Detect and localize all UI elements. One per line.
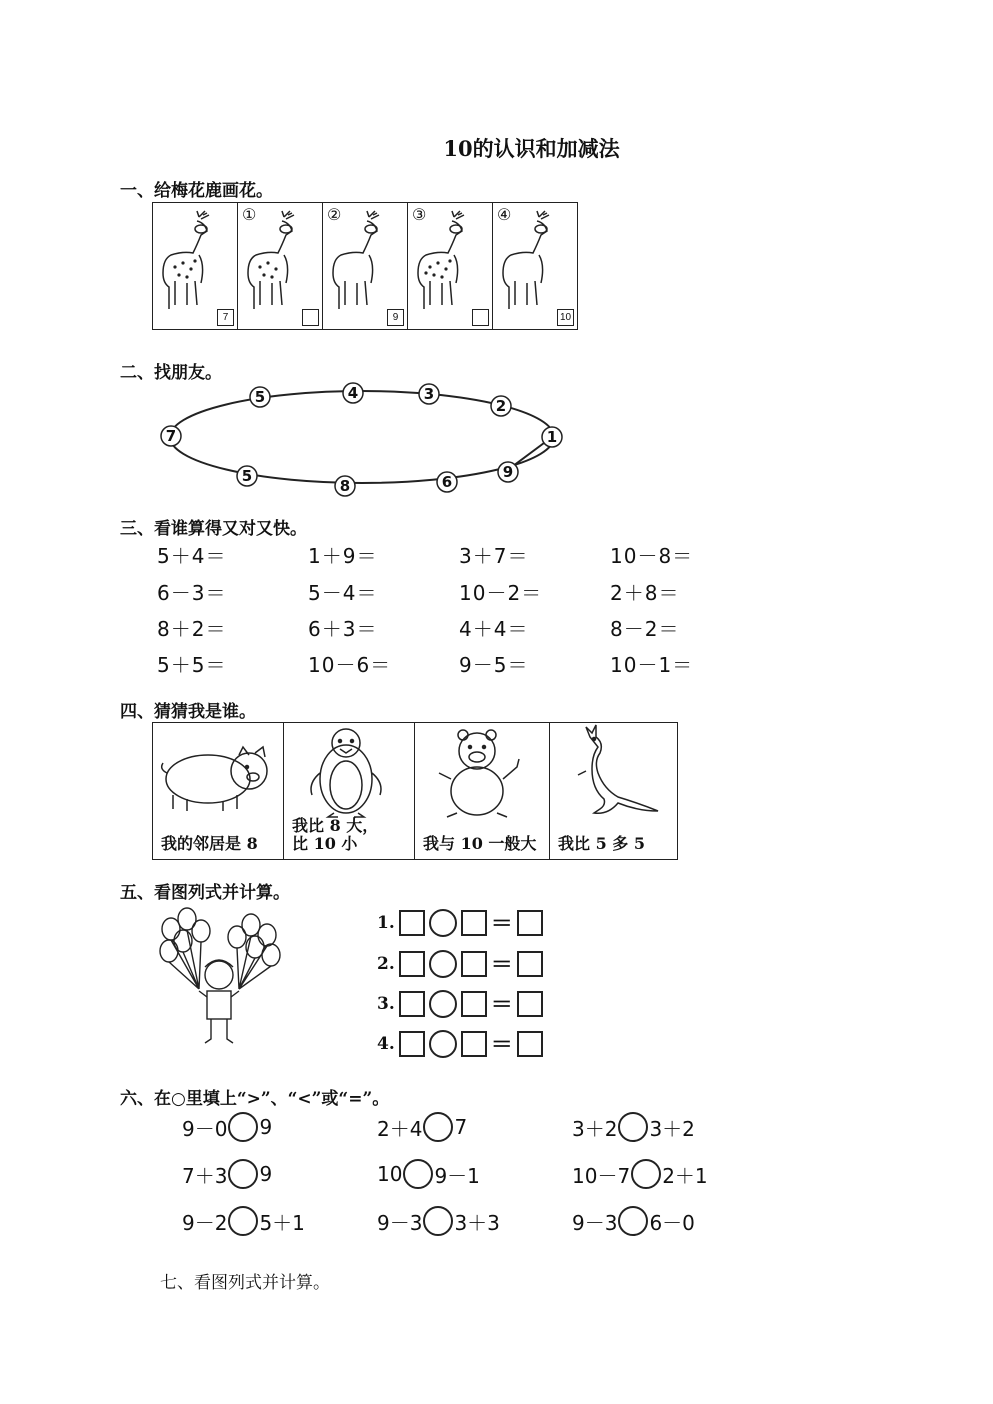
compare-circle[interactable] [618, 1206, 648, 1236]
compare-item [182, 1112, 272, 1142]
spotted-deer-icon [242, 209, 312, 324]
deer-strip [152, 202, 578, 330]
ring-number [335, 476, 355, 496]
penguin-icon [284, 723, 414, 823]
calc-item: 10－6＝ [308, 653, 392, 677]
fill-row [377, 948, 543, 979]
deer-cell [153, 203, 238, 329]
child-with-balloons-illustration [155, 905, 285, 1055]
animal-cell [415, 723, 550, 859]
answer-box[interactable] [461, 951, 487, 977]
svg-text:3: 3 [423, 385, 435, 403]
compare-item [377, 1112, 467, 1142]
operator-circle[interactable] [429, 909, 457, 937]
calc-item: 1＋9＝ [308, 544, 378, 568]
ring-number [419, 384, 439, 404]
svg-text:9: 9 [502, 463, 514, 481]
animal-caption: 我比 5 多 5 [558, 834, 645, 853]
deer-icon [497, 209, 567, 324]
compare-right: 7 [454, 1115, 468, 1139]
animal-strip [152, 722, 678, 860]
deer-marker: ④ [497, 205, 512, 224]
calc-item: 5＋5＝ [157, 653, 227, 677]
answer-box[interactable] [517, 991, 543, 1017]
spotted-deer-icon [157, 209, 227, 324]
svg-text:5: 5 [254, 388, 266, 406]
compare-circle[interactable] [403, 1159, 433, 1189]
compare-circle[interactable] [423, 1206, 453, 1236]
calc-item: 3＋7＝ [459, 544, 529, 568]
compare-left: 9－3 [377, 1210, 423, 1235]
animal-cell [284, 723, 415, 859]
compare-left: 9－2 [182, 1210, 228, 1235]
equals-sign: ＝ [490, 992, 513, 1018]
animal-caption: 我比 8 大， 比 10 小 [292, 816, 379, 853]
deer-cell [238, 203, 323, 329]
calc-item: 8－2＝ [610, 617, 680, 641]
svg-text:8: 8 [339, 477, 351, 495]
calc-item: 5－4＝ [308, 581, 378, 605]
section-1-heading: 一、给梅花鹿画花。 [120, 181, 273, 201]
compare-right: 3＋2 [649, 1116, 695, 1141]
equals-sign: ＝ [490, 911, 513, 937]
deer-cell [323, 203, 408, 329]
fill-row [377, 988, 543, 1019]
compare-right: 9－1 [434, 1163, 480, 1188]
animal-cell [550, 723, 677, 859]
compare-left: 10－7 [572, 1163, 631, 1188]
animal-cell [153, 723, 284, 859]
friends-ring [150, 380, 570, 500]
answer-box[interactable] [399, 910, 425, 936]
compare-item [572, 1159, 708, 1189]
answer-box[interactable] [399, 991, 425, 1017]
svg-text:1: 1 [546, 428, 558, 446]
ring-number [161, 426, 181, 446]
compare-right: 9 [259, 1115, 273, 1139]
calc-item: 4＋4＝ [459, 617, 529, 641]
kangaroo-icon [550, 723, 678, 823]
compare-circle[interactable] [423, 1112, 453, 1142]
compare-circle[interactable] [228, 1159, 258, 1189]
fill-row-number: 4. [377, 1033, 395, 1054]
section-5-heading: 五、看图列式并计算。 [120, 883, 290, 903]
answer-box[interactable] [517, 951, 543, 977]
compare-left: 3＋2 [572, 1116, 618, 1141]
calc-item: 10－1＝ [610, 653, 694, 677]
section-4-heading: 四、猜猜我是谁。 [120, 702, 256, 722]
spotted-deer-icon [412, 209, 482, 324]
fill-row [377, 1028, 543, 1059]
calc-item: 10－8＝ [610, 544, 694, 568]
deer-cell [493, 203, 577, 329]
deer-icon [327, 209, 397, 324]
compare-right: 9 [259, 1162, 273, 1186]
deer-cell [408, 203, 493, 329]
compare-circle[interactable] [228, 1206, 258, 1236]
equals-sign: ＝ [490, 1032, 513, 1058]
answer-box[interactable] [399, 951, 425, 977]
compare-circle[interactable] [228, 1112, 258, 1142]
answer-box[interactable] [517, 910, 543, 936]
ring-number [542, 427, 562, 447]
answer-box[interactable] [461, 910, 487, 936]
compare-left: 7＋3 [182, 1163, 228, 1188]
compare-item [572, 1206, 695, 1236]
deer-count-box[interactable]: 7 [217, 309, 234, 326]
ring-number [491, 396, 511, 416]
compare-right: 6－0 [649, 1210, 695, 1235]
fill-row-number: 1. [377, 912, 395, 933]
ring-number [437, 472, 457, 492]
bear-icon [415, 723, 549, 823]
calc-item: 10－2＝ [459, 581, 543, 605]
section-6-heading: 六、在○里填上“>”、“<”或“=”。 [120, 1089, 390, 1109]
calc-item: 8＋2＝ [157, 617, 227, 641]
operator-circle[interactable] [429, 950, 457, 978]
compare-item [377, 1206, 500, 1236]
deer-marker: ① [242, 205, 257, 224]
compare-left: 9－0 [182, 1116, 228, 1141]
compare-item [182, 1159, 272, 1189]
animal-caption: 我与 10 一般大 [423, 834, 537, 853]
deer-count-box[interactable]: 10 [557, 309, 574, 326]
section-7-heading: 七、看图列式并计算。 [160, 1273, 330, 1293]
fill-row [377, 907, 543, 938]
fill-row-number: 2. [377, 953, 395, 974]
deer-count-box[interactable]: 9 [387, 309, 404, 326]
calc-item: 2＋8＝ [610, 581, 680, 605]
operator-circle[interactable] [429, 1030, 457, 1058]
compare-right: 3＋3 [454, 1210, 500, 1235]
fill-row-number: 3. [377, 993, 395, 1014]
svg-text:6: 6 [441, 473, 453, 491]
pig-icon [153, 723, 283, 823]
deer-marker: ③ [412, 205, 427, 224]
deer-marker: ② [327, 205, 342, 224]
answer-box[interactable] [517, 1031, 543, 1057]
ring-number [237, 466, 257, 486]
compare-circle[interactable] [618, 1112, 648, 1142]
calc-item: 6＋3＝ [308, 617, 378, 641]
deer-count-box[interactable] [472, 309, 489, 326]
ring-number [250, 387, 270, 407]
section-3-heading: 三、看谁算得又对又快。 [120, 519, 307, 539]
equals-sign: ＝ [490, 952, 513, 978]
calc-item: 5＋4＝ [157, 544, 227, 568]
ring-number [498, 462, 518, 482]
svg-text:2: 2 [495, 397, 507, 415]
svg-text:5: 5 [241, 467, 253, 485]
answer-box[interactable] [399, 1031, 425, 1057]
answer-box[interactable] [461, 991, 487, 1017]
calc-item: 6－3＝ [157, 581, 227, 605]
answer-box[interactable] [461, 1031, 487, 1057]
calc-item: 9－5＝ [459, 653, 529, 677]
operator-circle[interactable] [429, 990, 457, 1018]
svg-text:4: 4 [347, 384, 359, 402]
compare-right: 2＋1 [662, 1163, 708, 1188]
compare-right: 5＋1 [259, 1210, 305, 1235]
compare-left: 2＋4 [377, 1116, 423, 1141]
deer-count-box[interactable] [302, 309, 319, 326]
compare-item [182, 1206, 305, 1236]
svg-text:7: 7 [165, 427, 177, 445]
compare-item [572, 1112, 695, 1142]
compare-circle[interactable] [631, 1159, 661, 1189]
compare-left: 9－3 [572, 1210, 618, 1235]
page-title: 10的认识和加减法 [443, 136, 620, 161]
animal-caption: 我的邻居是 8 [161, 834, 258, 853]
ring-number [343, 383, 363, 403]
compare-item [377, 1159, 480, 1189]
section-2-heading: 二、找朋友。 [120, 363, 222, 383]
compare-left: 10 [377, 1162, 403, 1186]
